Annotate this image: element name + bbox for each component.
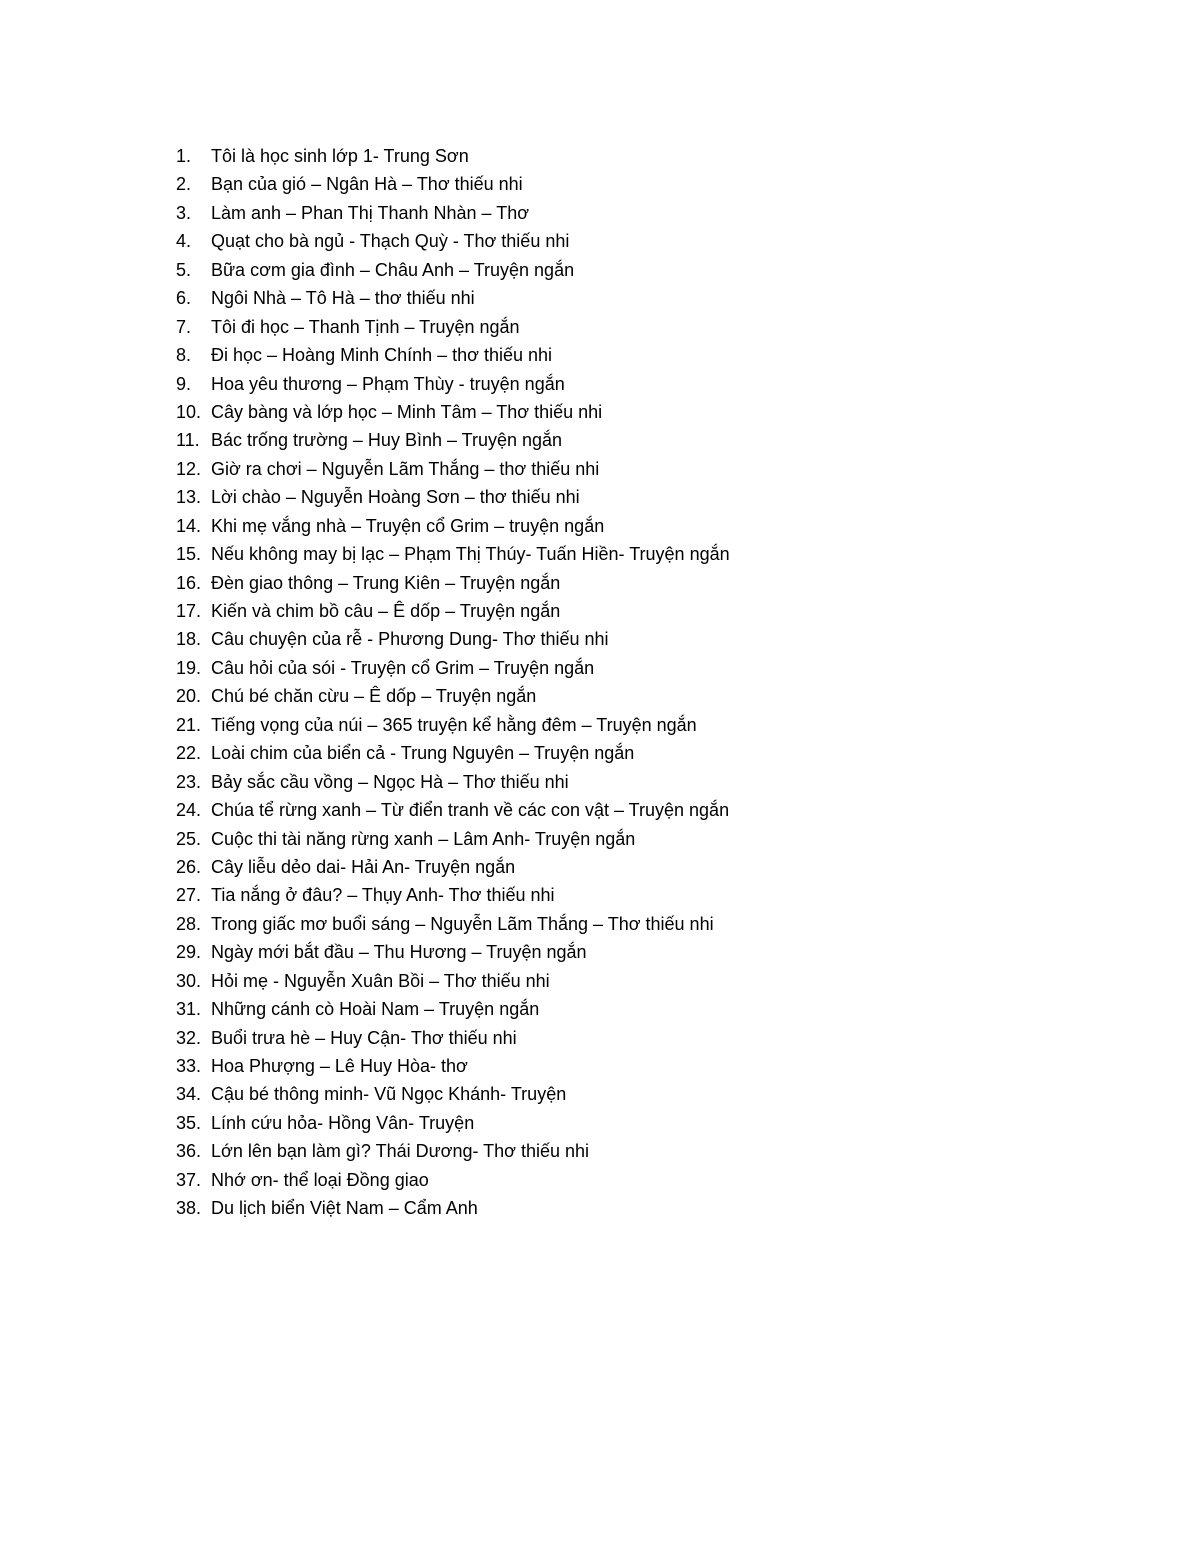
list-item xyxy=(176,313,730,341)
list-item-text: Ngày mới bắt đầu – Thu Hương – Truyện ngắn xyxy=(211,942,587,963)
list-item xyxy=(176,711,730,739)
list-item-text: Bảy sắc cầu vồng – Ngọc Hà – Thơ thiếu nhi xyxy=(211,771,569,792)
list-item-number: 6. xyxy=(176,288,192,309)
list-item-text: Trong giấc mơ buổi sáng – Nguyễn Lãm Thắng – Thơ thiếu nhi xyxy=(211,913,714,934)
list-item-number: 33. xyxy=(176,1056,202,1076)
list-item-number: 20. xyxy=(176,686,202,707)
list-item-text: Du lịch biển Việt Nam – Cẩm Anh xyxy=(211,1198,478,1219)
list-item-number: 23. xyxy=(176,771,202,792)
list-item xyxy=(176,398,730,426)
list-item-number: 10. xyxy=(176,401,202,422)
list-item-number: 21. xyxy=(176,714,202,735)
list-item xyxy=(176,284,730,312)
list-item xyxy=(176,1137,730,1165)
list-item-number: 4. xyxy=(176,231,192,252)
list-item xyxy=(176,881,730,909)
list-item-text: Tia nắng ở đâu? – Thụy Anh- Thơ thiếu nhi xyxy=(211,885,555,906)
list-item xyxy=(176,967,730,995)
list-item-text: Hỏi mẹ - Nguyễn Xuân Bồi – Thơ thiếu nhi xyxy=(211,970,550,991)
list-item xyxy=(176,1052,730,1080)
list-item-text: Bữa cơm gia đình – Châu Anh – Truyện ngắn xyxy=(211,259,575,280)
list-item xyxy=(176,227,730,255)
list-item xyxy=(176,142,730,170)
list-item xyxy=(176,199,730,227)
list-item xyxy=(176,910,730,938)
list-item-text: Làm anh – Phan Thị Thanh Nhàn – Thơ xyxy=(211,202,530,223)
list-item-number: 38. xyxy=(176,1198,202,1219)
list-item-text: Chú bé chăn cừu – Ê dốp – Truyện ngắn xyxy=(211,686,537,707)
list-item-text: Bác trống trường – Huy Bình – Truyện ngắn xyxy=(211,430,563,451)
list-item xyxy=(176,825,730,853)
list-item-number: 31. xyxy=(176,999,202,1020)
list-item-text: Hoa yêu thương – Phạm Thùy - truyện ngắn xyxy=(211,373,565,394)
list-item-text: Giờ ra chơi – Nguyễn Lãm Thắng – thơ thiếu nhi xyxy=(211,458,600,479)
list-item xyxy=(176,426,730,454)
list-item xyxy=(176,938,730,966)
list-item xyxy=(176,682,730,710)
list-item-number: 32. xyxy=(176,1027,202,1048)
list-item-text: Cây bàng và lớp học – Minh Tâm – Thơ thiếu nhi xyxy=(211,401,603,422)
list-item-number: 3. xyxy=(176,202,192,223)
list-item-text: Quạt cho bà ngủ - Thạch Quỳ - Thơ thiếu nhi xyxy=(211,231,570,252)
list-item-text: Đi học – Hoàng Minh Chính – thơ thiếu nhi xyxy=(211,345,553,366)
list-item-text: Hoa Phượng – Lê Huy Hòa- thơ xyxy=(211,1056,468,1076)
list-item-number: 17. xyxy=(176,601,202,621)
list-item-text: Khi mẹ vắng nhà – Truyện cổ Grim – truyện ngắn xyxy=(211,515,605,536)
list-item-number: 37. xyxy=(176,1169,202,1190)
list-item xyxy=(176,170,730,198)
list-item-text: Bạn của gió – Ngân Hà – Thơ thiếu nhi xyxy=(211,174,523,195)
list-item-number: 34. xyxy=(176,1084,202,1105)
list-item-text: Lớn lên bạn làm gì? Thái Dương- Thơ thiếu nhi xyxy=(211,1141,590,1162)
list-item-number: 28. xyxy=(176,913,202,934)
list-item-text: Ngôi Nhà – Tô Hà – thơ thiếu nhi xyxy=(211,288,475,309)
list-item-text: Đèn giao thông – Trung Kiên – Truyện ngắn xyxy=(211,572,561,593)
list-item-number: 7. xyxy=(176,316,192,337)
list-item-number: 14. xyxy=(176,515,202,536)
list-item xyxy=(176,483,730,511)
list-item-number: 9. xyxy=(176,373,192,394)
list-item-number: 30. xyxy=(176,970,202,991)
list-item-text: Cậu bé thông minh- Vũ Ngọc Khánh- Truyện xyxy=(211,1084,567,1105)
list-item-number: 15. xyxy=(176,544,202,565)
list-item-number: 26. xyxy=(176,856,202,877)
list-item xyxy=(176,341,730,369)
list-item-number: 22. xyxy=(176,743,202,764)
list-item xyxy=(176,1024,730,1052)
list-item-number: 29. xyxy=(176,942,202,963)
list-item-text: Những cánh cò Hoài Nam – Truyện ngắn xyxy=(211,999,540,1020)
list-item-text: Loài chim của biển cả - Trung Nguyên – Truyện ngắn xyxy=(211,743,635,764)
list-item-text: Kiến và chim bồ câu – Ê dốp – Truyện ngắn xyxy=(211,601,561,621)
story-list xyxy=(176,142,730,1223)
list-item-number: 5. xyxy=(176,259,192,280)
list-item-text: Cây liễu dẻo dai- Hải An- Truyện ngắn xyxy=(211,856,516,877)
list-item-text: Nhớ ơn- thể loại Đồng giao xyxy=(211,1169,429,1190)
list-item-text: Buổi trưa hè – Huy Cận- Thơ thiếu nhi xyxy=(211,1027,517,1048)
list-item-text: Câu chuyện của rễ - Phương Dung- Thơ thiếu nhi xyxy=(211,629,609,650)
list-item xyxy=(176,540,730,568)
list-item-number: 27. xyxy=(176,885,202,906)
list-item xyxy=(176,1194,730,1222)
list-item-number: 18. xyxy=(176,629,202,650)
list-item-number: 35. xyxy=(176,1112,202,1133)
list-item-text: Tôi đi học – Thanh Tịnh – Truyện ngắn xyxy=(211,316,520,337)
list-item-text: Lời chào – Nguyễn Hoàng Sơn – thơ thiếu nhi xyxy=(211,487,580,508)
list-item-number: 2. xyxy=(176,174,192,195)
list-item-text: Cuộc thi tài năng rừng xanh – Lâm Anh- Truyện ngắn xyxy=(211,828,636,849)
list-item xyxy=(176,569,730,597)
list-item xyxy=(176,256,730,284)
list-item xyxy=(176,1080,730,1108)
list-item xyxy=(176,1166,730,1194)
list-item xyxy=(176,768,730,796)
list-item-text: Tiếng vọng của núi – 365 truyện kể hằng đêm – Truyện ngắn xyxy=(211,714,697,735)
list-item-number: 36. xyxy=(176,1141,202,1162)
list-item xyxy=(176,853,730,881)
list-item-number: 1. xyxy=(176,146,192,166)
list-item-number: 24. xyxy=(176,800,202,821)
list-item-number: 12. xyxy=(176,458,202,479)
list-item xyxy=(176,370,730,398)
list-item-number: 13. xyxy=(176,487,202,508)
list-item-number: 25. xyxy=(176,828,202,849)
list-item-number: 16. xyxy=(176,572,202,593)
list-item-number: 19. xyxy=(176,657,202,678)
list-item xyxy=(176,796,730,824)
list-item xyxy=(176,995,730,1023)
list-item-number: 8. xyxy=(176,345,192,366)
list-item xyxy=(176,625,730,653)
list-item-number: 11. xyxy=(176,430,200,451)
list-item xyxy=(176,455,730,483)
list-item-text: Câu hỏi của sói - Truyện cổ Grim – Truyện ngắn xyxy=(211,657,595,678)
list-item-text: Lính cứu hỏa- Hồng Vân- Truyện xyxy=(211,1112,475,1133)
list-item-text: Chúa tể rừng xanh – Từ điển tranh về các con vật – Truyện ngắn xyxy=(211,800,730,821)
list-item xyxy=(176,654,730,682)
list-item-text: Tôi là học sinh lớp 1- Trung Sơn xyxy=(211,146,469,166)
list-item xyxy=(176,512,730,540)
list-item xyxy=(176,739,730,767)
list-item xyxy=(176,597,730,625)
list-item xyxy=(176,1109,730,1137)
list-item-text: Nếu không may bị lạc – Phạm Thị Thúy- Tuấn Hiền- Truyện ngắn xyxy=(211,544,730,565)
